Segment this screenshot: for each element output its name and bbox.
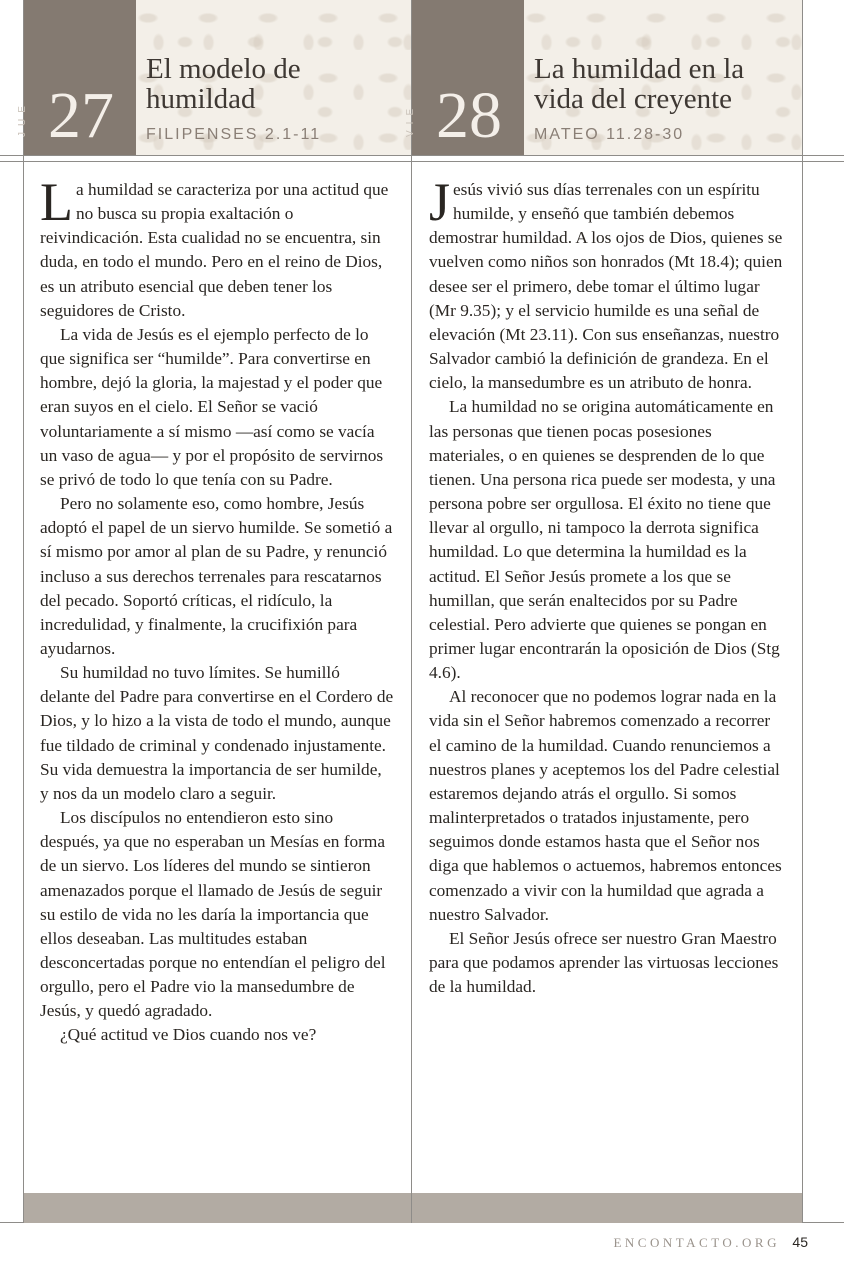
header-rule-bottom (0, 161, 844, 162)
right-paragraph-1-text: esús vivió sus días terrenales con un espíritu humilde, y enseñó que también debemos demostrar humildad. A los ojos de Dios, quienes se vuelven como niños son honrados (Mt 18.4); quien desee ser el primero, debe tomar el último lugar (Mr 9.35); y el servicio humilde es una señal de elevación (Mt 23.11). Con sus enseñanzas, nuestro Salvador cambió la definición de grandeza. En el cielo, la mansedumbre es un atributo de honra. (429, 180, 783, 393)
right-paragraph-2: La humildad no se origina automáticamente en las personas que tienen pocas posesiones materiales, o en quienes se desprenden de lo que tienen. Una persona rica puede ser modesta, y una persona pobre ser orgullosa. El éxito no tiene que llevar al orgullo, ni tampoco la derrota significa humildad. Lo que determina la humildad es la actitud. El Señor Jesús promete a los que se humillan, que serán enaltecidos por su Padre celestial. Pero advierte que quienes se pongan en primer lugar encontrarán la oposición de Dios (Stg 4.6). (429, 397, 780, 683)
left-paragraph-6: ¿Qué actitud ve Dios cuando nos ve? (60, 1025, 317, 1045)
left-title: El modelo de humildad (146, 53, 301, 115)
right-footer-band (412, 1193, 802, 1223)
left-day-number: 27 (48, 79, 114, 152)
left-title-box (136, 0, 411, 155)
right-dropcap: J (429, 172, 451, 232)
right-day-abbr: VIE (405, 102, 416, 137)
right-day-number: 28 (436, 79, 502, 152)
left-body (40, 172, 394, 1048)
left-reference: FILIPENSES 2.1-11 (146, 126, 322, 143)
left-paragraph-4: Su humildad no tuvo límites. Se humilló delante del Padre para convertirse en el Cordero de Dios, y lo hizo a la vista de todo el mundo, aunque fue tildado de criminal y condenado injustamente. Su vida demuestra la importancia de ser humilde, y nos da un modelo claro a seguir. (40, 663, 394, 803)
right-reference: MATEO 11.28-30 (534, 126, 685, 143)
header-rule-top (0, 155, 844, 156)
right-date-box (405, 0, 524, 155)
right-paragraph-3: Al reconocer que no podemos lograr nada en la vida sin el Señor habremos comenzado a recorrer el camino de la humildad. Cuando renunciemos a nuestros planes y aceptemos los del Padre celestial estaremos dejando atrás el orgullo. Si somos malinterpretados o tratados injustamente, pero seguimos donde estamos hasta que el Señor nos diga que hablemos o actuemos, habremos entonces comenzado a vivir con la humildad que agrada a nuestro Salvador. (429, 687, 782, 924)
left-paragraph-3: Pero no solamente eso, como hombre, Jesús adoptó el papel de un siervo humilde. Se sometió a sí mismo por amor al plan de su Padre, y renunció incluso a sus derechos terrenales para rescatarnos del pecado. Soportó críticas, el ridículo, la incredulidad, y finalmente, la crucifixión para ayudarnos. (40, 494, 393, 658)
left-footer-band (24, 1193, 411, 1223)
right-margin-rule (802, 0, 803, 1223)
left-date-box (17, 0, 136, 155)
footer-site: ENCONTACTO.ORG (613, 1235, 780, 1250)
right-paragraph-4: El Señor Jesús ofrece ser nuestro Gran Maestro para que podamos aprender las virtuosas lecciones de la humildad. (429, 928, 779, 997)
page-number: 45 (792, 1234, 808, 1250)
right-title: La humildad en la vida del creyente (534, 53, 745, 115)
left-paragraph-2: La vida de Jesús es el ejemplo perfecto de lo que significa ser “humilde”. Para convertirse en hombre, dejó la gloria, la majestad y el poder que eran suyos en el cielo. El Señor se vació voluntariamente a sí mismo —así como se vacía un vaso de agua— y por el propósito de servirnos se privó de todo lo que tenía con su Padre. (40, 324, 384, 489)
left-paragraph-5: Los discípulos no entendieron esto sino después, ya que no esperaban un Mesías en forma de un siervo. Los líderes del mundo se sintieron amenazados porque el llamado de Jesús de seguir su estilo de vida no les daría la importancia que ellos deseaban. Las multitudes estaban desconcertadas porque no entendían el peligro del orgullo, pero el Padre vio la mansedumbre de Jesús, y quedó agradado. (40, 808, 386, 1021)
right-title-box (524, 0, 802, 155)
left-paragraph-1 (40, 172, 394, 323)
center-column-rule (411, 0, 412, 1223)
right-paragraph-1 (429, 172, 785, 395)
left-dropcap: L (40, 172, 73, 232)
right-body (429, 172, 785, 999)
left-day-abbr: JUE (17, 100, 28, 137)
right-header (405, 0, 802, 155)
left-margin-rule (23, 0, 24, 1223)
left-header (17, 0, 411, 155)
left-paragraph-1-text: a humildad se caracteriza por una actitud que no busca su propia exaltación o reivindicación. Esta cualidad no se encuentra, sin duda, en todo el mundo. Pero en el reino de Dios, es un atributo esencial que deben tener los seguidores de Cristo. (40, 180, 389, 320)
